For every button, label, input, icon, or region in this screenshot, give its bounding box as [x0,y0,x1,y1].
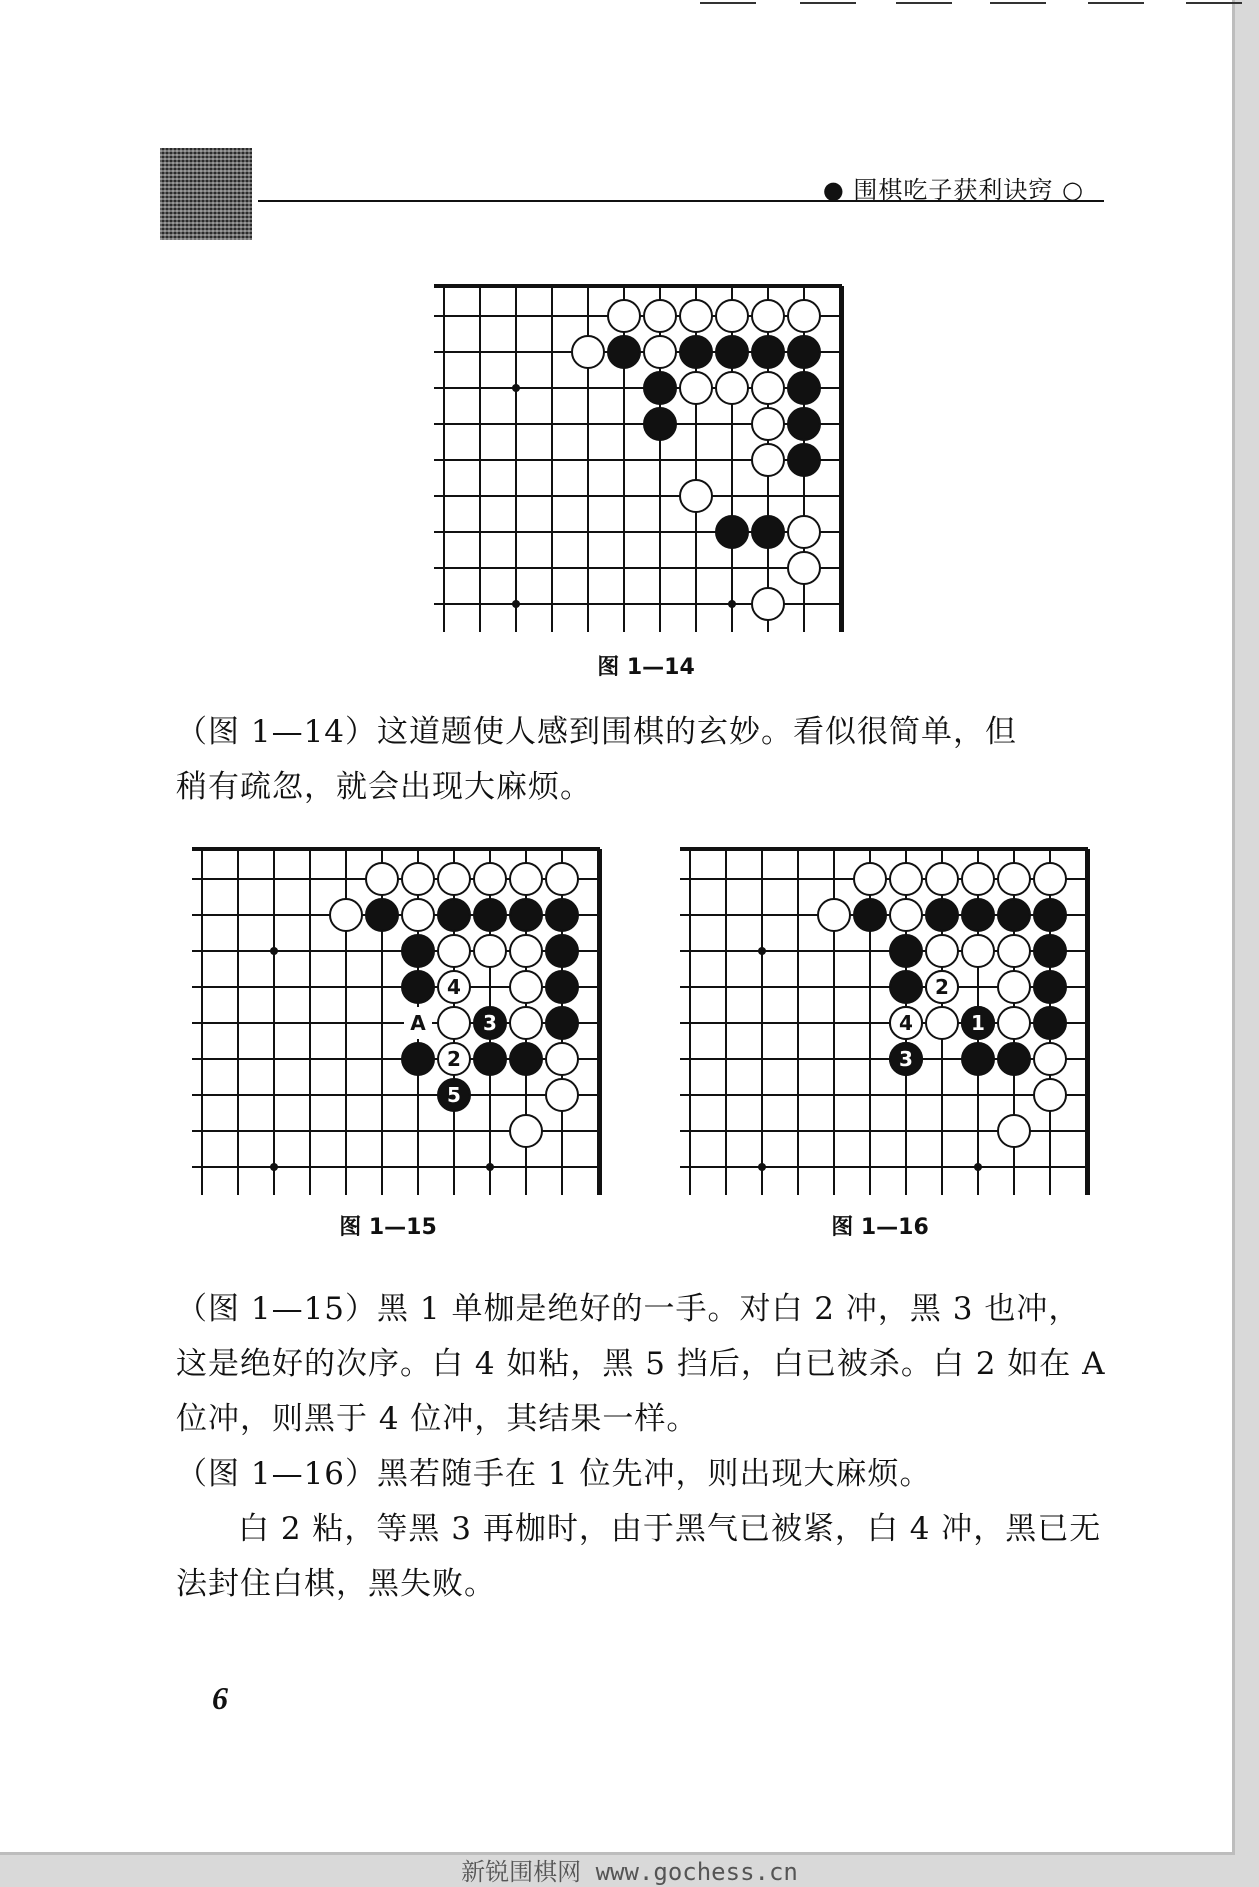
white-stone [752,444,784,476]
move-label: 2 [935,975,949,999]
white-stone [510,1007,542,1039]
white-stone [998,971,1030,1003]
white-stone [510,971,542,1003]
star-point [512,384,520,392]
white-stone [402,863,434,895]
black-stone [788,336,820,368]
white-stone [1034,1079,1066,1111]
white-stone [962,863,994,895]
white-stone [998,1115,1030,1147]
move-label: 4 [899,1011,913,1035]
white-stone [402,899,434,931]
white-stone [788,516,820,548]
white-stone [546,863,578,895]
black-stone [644,372,676,404]
black-stone [962,899,994,931]
black-stone [854,899,886,931]
white-stone [644,300,676,332]
white-stone [818,899,850,931]
move-label: 5 [447,1083,461,1107]
white-stone [510,863,542,895]
white-stone [438,1007,470,1039]
paragraph-2: （图 1—15）黑 1 单枷是绝好的一手。对白 2 冲，黑 3 也冲， 这是绝好的次序。白 4 如粘，黑 5 挡后，白已被杀。白 2 如在 A 位冲，则黑于 4 位冲，其结果一样。 [176,1291,1106,1437]
white-stone [438,863,470,895]
black-stone [788,444,820,476]
black-stone [402,935,434,967]
white-stone [474,863,506,895]
star-point [270,1163,278,1171]
white-stone [366,863,398,895]
white-stone [962,935,994,967]
black-stone [716,336,748,368]
white-stone [926,1007,958,1039]
white-stone [474,935,506,967]
white-stone [854,863,886,895]
black-stone [1034,971,1066,1003]
black-stone [998,1043,1030,1075]
white-stone [608,300,640,332]
black-stone [890,935,922,967]
move-label: A [410,1011,426,1035]
black-stone [546,971,578,1003]
black-stone [608,336,640,368]
black-stone [546,1007,578,1039]
move-label: 2 [447,1047,461,1071]
white-stone [510,1115,542,1147]
white-stone [998,935,1030,967]
black-stone [474,1043,506,1075]
white-stone [998,1007,1030,1039]
figure-caption-1-15: 图 1—15 [339,1215,437,1240]
figure-caption-1-16: 图 1—16 [831,1215,929,1240]
move-label: 1 [971,1011,985,1035]
white-stone [788,552,820,584]
white-stone [680,300,712,332]
black-stone [890,971,922,1003]
black-stone [546,935,578,967]
top-edge-marks [690,0,1210,6]
white-stone [998,863,1030,895]
white-stone [926,935,958,967]
paragraph-4: 白 2 粘，等黑 3 再枷时，由于黑气已被紧，白 4 冲，黑已无 法封住白棋，黑失败。 [176,1511,1102,1602]
paragraph-3: （图 1—16）黑若随手在 1 位先冲，则出现大麻烦。 [176,1456,932,1492]
black-stone [1034,1007,1066,1039]
black-stone [510,1043,542,1075]
black-stone [474,899,506,931]
go-board-fig-1-14 [430,282,850,632]
black-stone [438,899,470,931]
black-stone [788,372,820,404]
header-title: ● 围棋吃子获利诀窍 ○ [822,176,1084,204]
white-stone [1034,863,1066,895]
black-stone [546,899,578,931]
white-stone [890,899,922,931]
black-stone [402,1043,434,1075]
white-stone [1034,1043,1066,1075]
white-stone [546,1079,578,1111]
star-point [758,1163,766,1171]
watermark-footer: 新锐围棋网 www.gochess.cn [461,1858,798,1886]
move-label: 4 [447,975,461,999]
star-point [486,1163,494,1171]
go-board-fig-1-16 [676,845,1096,1195]
star-point [512,600,520,608]
paragraph-1: （图 1—14）这道题使人感到围棋的玄妙。看似很简单，但 稍有疏忽，就会出现大麻烦。 [176,714,1018,805]
star-point [974,1163,982,1171]
black-stone [788,408,820,440]
star-point [758,947,766,955]
white-stone [644,336,676,368]
black-stone [1034,935,1066,967]
white-stone [572,336,604,368]
black-stone [510,899,542,931]
black-stone [716,516,748,548]
white-stone [890,863,922,895]
white-stone [752,408,784,440]
white-stone [788,300,820,332]
black-stone [680,336,712,368]
star-point [728,600,736,608]
black-stone [1034,899,1066,931]
star-point [270,947,278,955]
white-stone [752,300,784,332]
black-stone [366,899,398,931]
go-board-fig-1-15 [188,845,608,1195]
black-stone [402,971,434,1003]
white-stone [926,863,958,895]
figure-caption-1-14: 图 1—14 [597,655,695,680]
white-stone [330,899,362,931]
white-stone [438,935,470,967]
black-stone [962,1043,994,1075]
black-stone [752,336,784,368]
white-stone [716,300,748,332]
black-stone [998,899,1030,931]
black-stone [752,516,784,548]
white-stone [752,588,784,620]
white-stone [680,372,712,404]
white-stone [752,372,784,404]
black-stone [644,408,676,440]
white-stone [546,1043,578,1075]
black-stone [926,899,958,931]
white-stone [510,935,542,967]
page-number: 6 [212,1680,228,1716]
header-decoration [160,148,252,240]
white-stone [680,480,712,512]
move-label: 3 [483,1011,497,1035]
move-label: 3 [899,1047,913,1071]
white-stone [716,372,748,404]
